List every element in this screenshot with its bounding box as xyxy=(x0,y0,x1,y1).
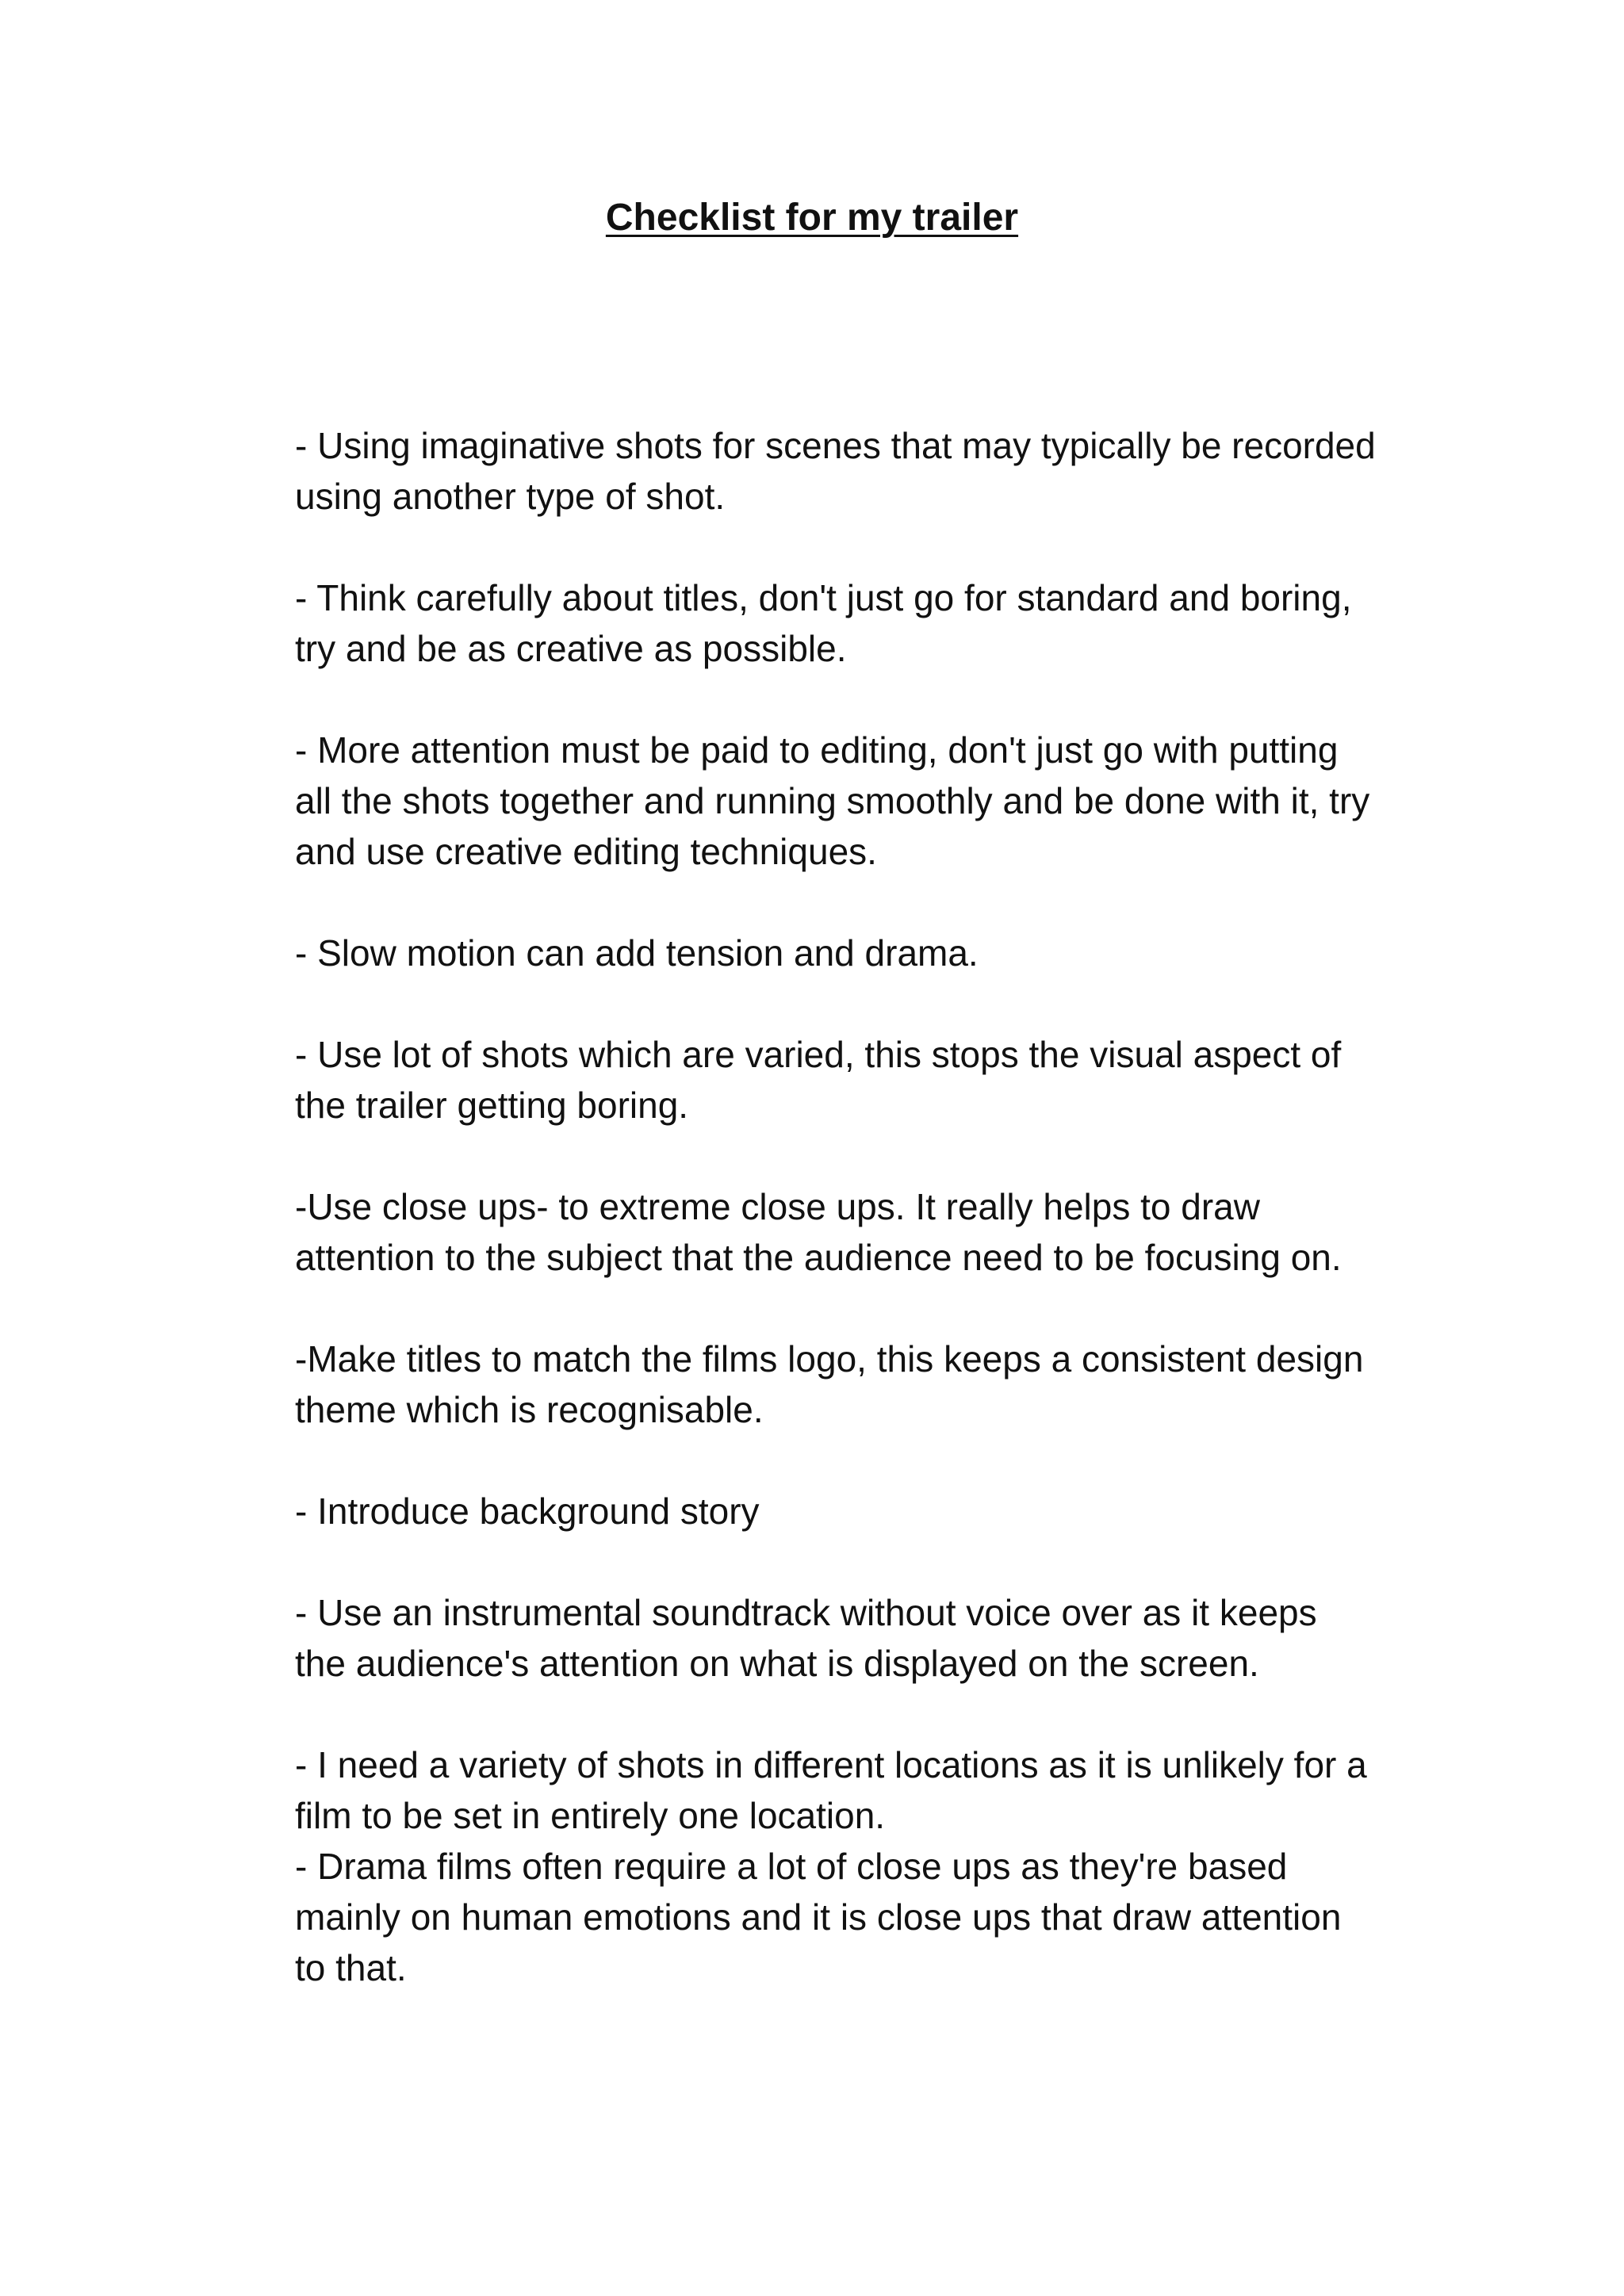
list-item: - Introduce background story xyxy=(295,1490,760,1532)
list-item: - Use an instrumental soundtrack without voice over as it keeps the audience's attention on what is displayed on the screen. xyxy=(295,1592,1317,1684)
list-item: - More attention must be paid to editing, don't just go with putting all the shots together and running smoothly and be done with it, try and use creative editing techniques. xyxy=(295,729,1370,872)
list-item: -Use close ups- to extreme close ups. It really helps to draw attention to the subject that the audience need to be focusing on. xyxy=(295,1186,1342,1278)
list-item: - Use lot of shots which are varied, this stops the visual aspect of the trailer getting boring. xyxy=(295,1034,1342,1126)
list-item: -Make titles to match the films logo, this keeps a consistent design theme which is recognisable. xyxy=(295,1338,1364,1430)
list-item: - Slow motion can add tension and drama. xyxy=(295,932,979,974)
checklist xyxy=(295,420,1453,2044)
list-item: - Drama films often require a lot of close ups as they're based mainly on human emotions and it is close ups that draw attention to that. xyxy=(295,1846,1342,1988)
list-item: - Using imaginative shots for scenes that may typically be recorded using another type of shot. xyxy=(295,425,1376,517)
list-item: - I need a variety of shots in different locations as it is unlikely for a film to be set in entirely one location. xyxy=(295,1744,1367,1836)
page-title: Checklist for my trailer xyxy=(605,197,1019,239)
list-item: - Think carefully about titles, don't just go for standard and boring, try and be as creative as possible. xyxy=(295,577,1352,669)
